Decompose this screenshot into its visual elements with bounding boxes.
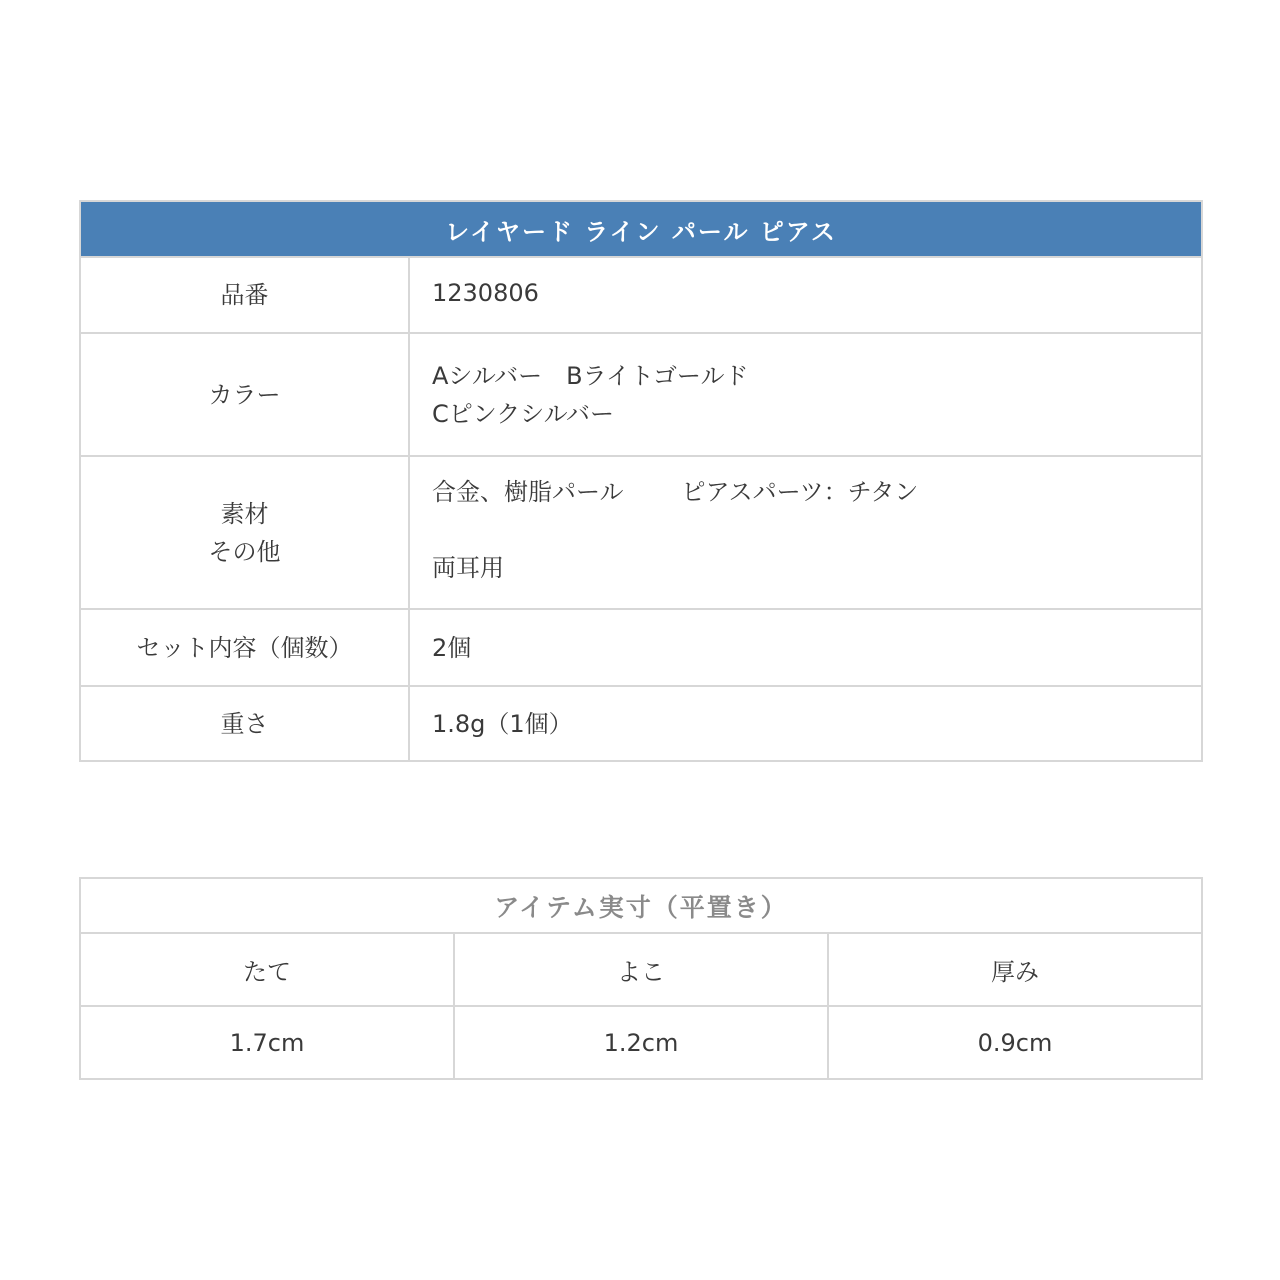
material-label-line2: その他 (208, 537, 281, 566)
size-header-row (81, 932, 1201, 1005)
item-size-table (79, 877, 1203, 1080)
spec-label (81, 258, 410, 332)
material-value-b: ピアスパーツ：チタン (681, 478, 919, 506)
color-value-line1: Aシルバー Bライトゴールド (432, 361, 749, 390)
color-value-line2: Cピンクシルバー (432, 399, 614, 428)
product-no-label: 品番 (220, 281, 269, 309)
set-label: セット内容（個数） (136, 633, 353, 662)
size-value-row (81, 1005, 1201, 1078)
spec-row-product-no (81, 256, 1201, 332)
color-label: カラー (208, 380, 281, 409)
spec-row-set (81, 608, 1201, 685)
size-header-width: よこ (453, 934, 827, 1005)
product-spec-table (79, 200, 1203, 762)
material-value-a: 合金、樹脂パール (432, 478, 624, 506)
material-label-line1: 素材 (220, 499, 269, 528)
spec-value (410, 687, 1201, 760)
spec-label (81, 610, 410, 685)
spec-row-weight (81, 685, 1201, 760)
spec-label (81, 457, 410, 608)
spec-table-title: レイヤード ライン パール ピアス (81, 202, 1201, 256)
set-value: 2個 (432, 633, 472, 662)
spec-label (81, 334, 410, 455)
size-table-title: アイテム実寸（平置き） (494, 892, 788, 922)
weight-label: 重さ (220, 709, 269, 738)
product-no-value: 1230806 (432, 279, 539, 307)
spec-value (410, 334, 1201, 455)
spec-value (410, 610, 1201, 685)
spec-row-color (81, 332, 1201, 455)
size-value-width: 1.2cm (453, 1007, 827, 1078)
weight-value: 1.8g（1個） (432, 709, 573, 738)
size-value-thickness: 0.9cm (827, 1007, 1201, 1078)
size-header-thickness: 厚み (827, 934, 1201, 1005)
size-header-length: たて (243, 958, 291, 986)
spec-value (410, 258, 1201, 332)
spec-row-material (81, 455, 1201, 608)
spec-label (81, 687, 410, 760)
size-value-length: 1.7cm (229, 1028, 305, 1057)
material-value-line1 (432, 473, 1201, 511)
material-value-line2: 両耳用 (432, 554, 504, 582)
spec-value (410, 457, 1201, 608)
